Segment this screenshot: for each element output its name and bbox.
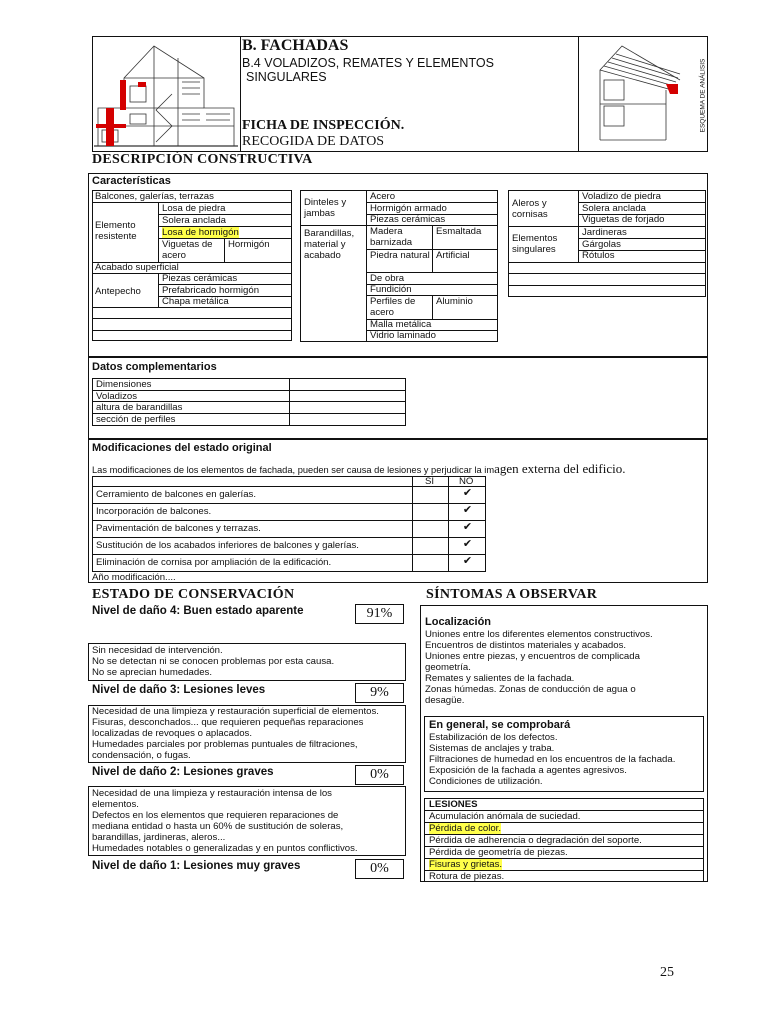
voladizo-piedra-label: Voladizo de piedra (582, 191, 661, 202)
lesion-1: Acumulación anómala de suciedad. (429, 811, 581, 822)
datos-row-voladizos: Voladizos (96, 391, 138, 402)
aluminio-label: Aluminio (436, 296, 473, 307)
aleros-label: Aleros y cornisas (512, 198, 548, 220)
level-3-desc-1: Necesidad de una limpieza y restauración superficial de elementos. (92, 706, 379, 717)
rule (92, 520, 486, 521)
chapa-metalica-label: Chapa metálica (162, 296, 229, 307)
sintomas-heading: SÍNTOMAS A OBSERVAR (426, 587, 598, 602)
level-2-desc-4: mediana entidad o hasta un 60% de sustitución de soleras, (92, 821, 344, 832)
general-title: En general, se comprobará (429, 719, 571, 731)
mod-row-label-1: Cerramiento de balcones en galerías. (96, 489, 256, 500)
madera-barnizada-label: Madera barnizada (370, 226, 413, 248)
lesion-2: Pérdida de color. (429, 823, 501, 834)
roof-scheme-drawing (582, 40, 692, 148)
localizacion-title: Localización (425, 616, 492, 628)
rotulos-label: Rótulos (582, 250, 615, 261)
level-3-desc-5: condensación, o fugas. (92, 750, 191, 761)
level-2-desc-6: Humedades notables o generalizadas y en puntos conflictivos. (92, 843, 358, 854)
level-3-title: Nivel de daño 3: Lesiones leves (92, 684, 266, 696)
mod-row-no-4[interactable]: ✔ (462, 538, 473, 550)
col-si-header: SI (425, 476, 435, 487)
level-2-desc-2: elementos. (92, 799, 139, 810)
level-3-desc-2: Fisuras, desconchados... que requieren pequeñas reparaciones (92, 717, 364, 728)
col-no-header: NO (459, 476, 474, 487)
localizacion-2: Encuentros de distintos materiales y acabados. (425, 640, 627, 651)
level-4-desc-3: No se aprecian humedades. (92, 667, 212, 678)
rule (158, 273, 159, 307)
artificial-label: Artificial (436, 250, 470, 261)
mod-row-no-5[interactable]: ✔ (462, 555, 473, 567)
lesiones-title: LESIONES (429, 799, 478, 810)
intro-big-text: agen externa del edificio. (494, 461, 626, 476)
rule (92, 503, 486, 504)
level-4-title: Nivel de daño 4: Buen estado aparente (92, 605, 304, 617)
losa-hormigon-label: Losa de hormigón (162, 227, 239, 238)
datos-heading: Datos complementarios (92, 361, 217, 373)
caracteristicas-label: Características (92, 175, 171, 187)
malla-metalica-label: Malla metálica (370, 319, 432, 330)
level-1-title: Nivel de daño 1: Lesiones muy graves (92, 860, 301, 872)
dinteles-label: Dinteles y jambas (304, 197, 347, 219)
elemento-resistente-label: Elemento resistente (95, 220, 137, 242)
level-4-desc-2: No se detectan ni se conocen problemas por esta causa. (92, 656, 335, 667)
mod-row-no-1[interactable]: ✔ (462, 487, 473, 499)
elementos-singulares-label: Elementos singulares (512, 233, 558, 255)
mod-row-no-2[interactable]: ✔ (462, 504, 473, 516)
barandillas-label: Barandillas, material y acabado (304, 228, 355, 261)
descripcion-heading: DESCRIPCIÓN CONSTRUCTIVA (92, 152, 313, 167)
de-obra-label: De obra (370, 273, 405, 284)
rule (300, 225, 366, 226)
rule (508, 273, 706, 274)
ficha-title-2: RECOGIDA DE DATOS (242, 134, 385, 149)
level-2-desc-3: Defectos en los elementos que requieren reparaciones de (92, 810, 339, 821)
localizacion-4: geometría. (425, 662, 471, 673)
general-5: Condiciones de utilización. (429, 776, 543, 787)
localizacion-1: Uniones entre los diferentes elementos constructivos. (425, 629, 653, 640)
mod-row-label-3: Pavimentación de balcones y terrazas. (96, 523, 261, 534)
level-1-percent: 0% (355, 859, 404, 879)
solera-anclada-2-label: Solera anclada (582, 203, 647, 214)
datos-row-dimensiones: Dimensiones (96, 379, 152, 390)
fundicion-label: Fundición (370, 284, 412, 295)
localizacion-6: Zonas húmedas. Zonas de conducción de agua o (425, 684, 636, 695)
solera-anclada-label: Solera anclada (162, 215, 227, 226)
level-3-percent: 9% (355, 683, 404, 703)
header-subtitle-1: B.4 VOLADIZOS, REMATES Y ELEMENTOS (242, 56, 494, 70)
piezas-ceramicas-label: Piezas cerámicas (162, 273, 238, 284)
mod-row-label-4: Sustitución de los acabados inferiores de balcones y galerías. (96, 540, 359, 551)
rule (92, 330, 292, 331)
balcones-label: Balcones, galerías, terrazas (95, 191, 214, 202)
level-3-desc-3: localizadas de revoques o aplacados. (92, 728, 253, 739)
rule (224, 238, 225, 262)
acabado-superficial-label: Acabado superficial (95, 262, 179, 273)
rule (432, 225, 433, 272)
general-4: Exposición de la fachada a agentes agresivos. (429, 765, 627, 776)
datos-row-altura: altura de barandillas (96, 402, 183, 413)
mod-row-label-5: Eliminación de cornisa por ampliación de la edificación. (96, 557, 332, 568)
mod-row-label-2: Incorporación de balcones. (96, 506, 212, 517)
hormigon-armado-label: Hormigón armado (370, 203, 447, 214)
header-title: B. FACHADAS (242, 37, 349, 54)
viguetas-forjado-label: Viguetas de forjado (582, 214, 665, 225)
anio-modificacion: Año modificación.... (92, 572, 176, 583)
level-2-title: Nivel de daño 2: Lesiones graves (92, 766, 274, 778)
rule (92, 537, 486, 538)
level-4-desc-1: Sin necesidad de intervención. (92, 645, 223, 656)
datos-row-seccion: sección de perfiles (96, 414, 176, 425)
rule (432, 295, 433, 319)
piedra-natural-label: Piedra natural (370, 250, 430, 261)
rule (412, 476, 413, 572)
lesion-5: Fisuras y grietas. (429, 859, 503, 870)
rule (92, 390, 406, 391)
modificaciones-heading: Modificaciones del estado original (92, 442, 272, 454)
ficha-title-1: FICHA DE INSPECCIÓN. (242, 118, 405, 133)
lesion-3: Pérdida de adherencia o degradación del soporte. (429, 835, 642, 846)
prefabricado-label: Prefabricado hormigón (162, 285, 260, 296)
losa-piedra-label: Losa de piedra (162, 203, 226, 214)
acero-label: Acero (370, 191, 396, 202)
level-2-percent: 0% (355, 765, 404, 785)
viguetas-acero-label: Viguetas de acero (162, 239, 213, 261)
rule (92, 554, 486, 555)
localizacion-5: Remates y salientes de la fachada. (425, 673, 575, 684)
hormigon-label: Hormigón (228, 239, 270, 250)
piezas-ceramicas-2-label: Piezas cerámicas (370, 214, 446, 225)
intro-small-text: Las modificaciones de los elementos de fachada, pueden ser causa de lesiones y perjudicar la im (92, 465, 495, 475)
antepecho-label: Antepecho (95, 286, 141, 297)
general-3: Filtraciones de humedad en los encuentros de la fachada. (429, 754, 676, 765)
perfiles-acero-label: Perfiles de acero (370, 296, 416, 318)
rule (508, 262, 706, 263)
mod-row-no-3[interactable]: ✔ (462, 521, 473, 533)
rule (92, 307, 292, 308)
localizacion-3: Uniones entre piezas, y encuentros de complicada (425, 651, 640, 662)
esmaltada-label: Esmaltada (436, 226, 482, 237)
level-2-desc-1: Necesidad de una limpieza y restauración intensa de los (92, 788, 332, 799)
jardineras-label: Jardineras (582, 227, 627, 238)
rule (289, 378, 290, 426)
page-number: 25 (660, 965, 674, 980)
rule (158, 202, 159, 262)
conservacion-heading: ESTADO DE CONSERVACIÓN (92, 587, 295, 602)
lesion-6: Rotura de piezas. (429, 871, 505, 882)
rule (92, 318, 292, 319)
level-4-percent: 91% (355, 604, 404, 624)
side-label: ESQUEMA DE ANÁLISIS (699, 58, 707, 133)
header-divider-left (240, 36, 241, 152)
localizacion-7: desagüe. (425, 695, 465, 706)
header-divider-right (578, 36, 579, 152)
level-3-desc-4: Humedades parciales por problemas puntuales de filtraciones, (92, 739, 358, 750)
general-1: Estabilización de los defectos. (429, 732, 558, 743)
general-2: Sistemas de anclajes y traba. (429, 743, 555, 754)
gargolas-label: Gárgolas (582, 239, 621, 250)
rule (508, 285, 706, 286)
lesion-4: Pérdida de geometría de piezas. (429, 847, 568, 858)
header-subtitle-2: SINGULARES (246, 70, 327, 84)
level-2-desc-5: barandillas, jardineras, aleros... (92, 832, 226, 843)
vidrio-laminado-label: Vidrio laminado (370, 330, 436, 341)
building-section-drawing (94, 38, 238, 150)
